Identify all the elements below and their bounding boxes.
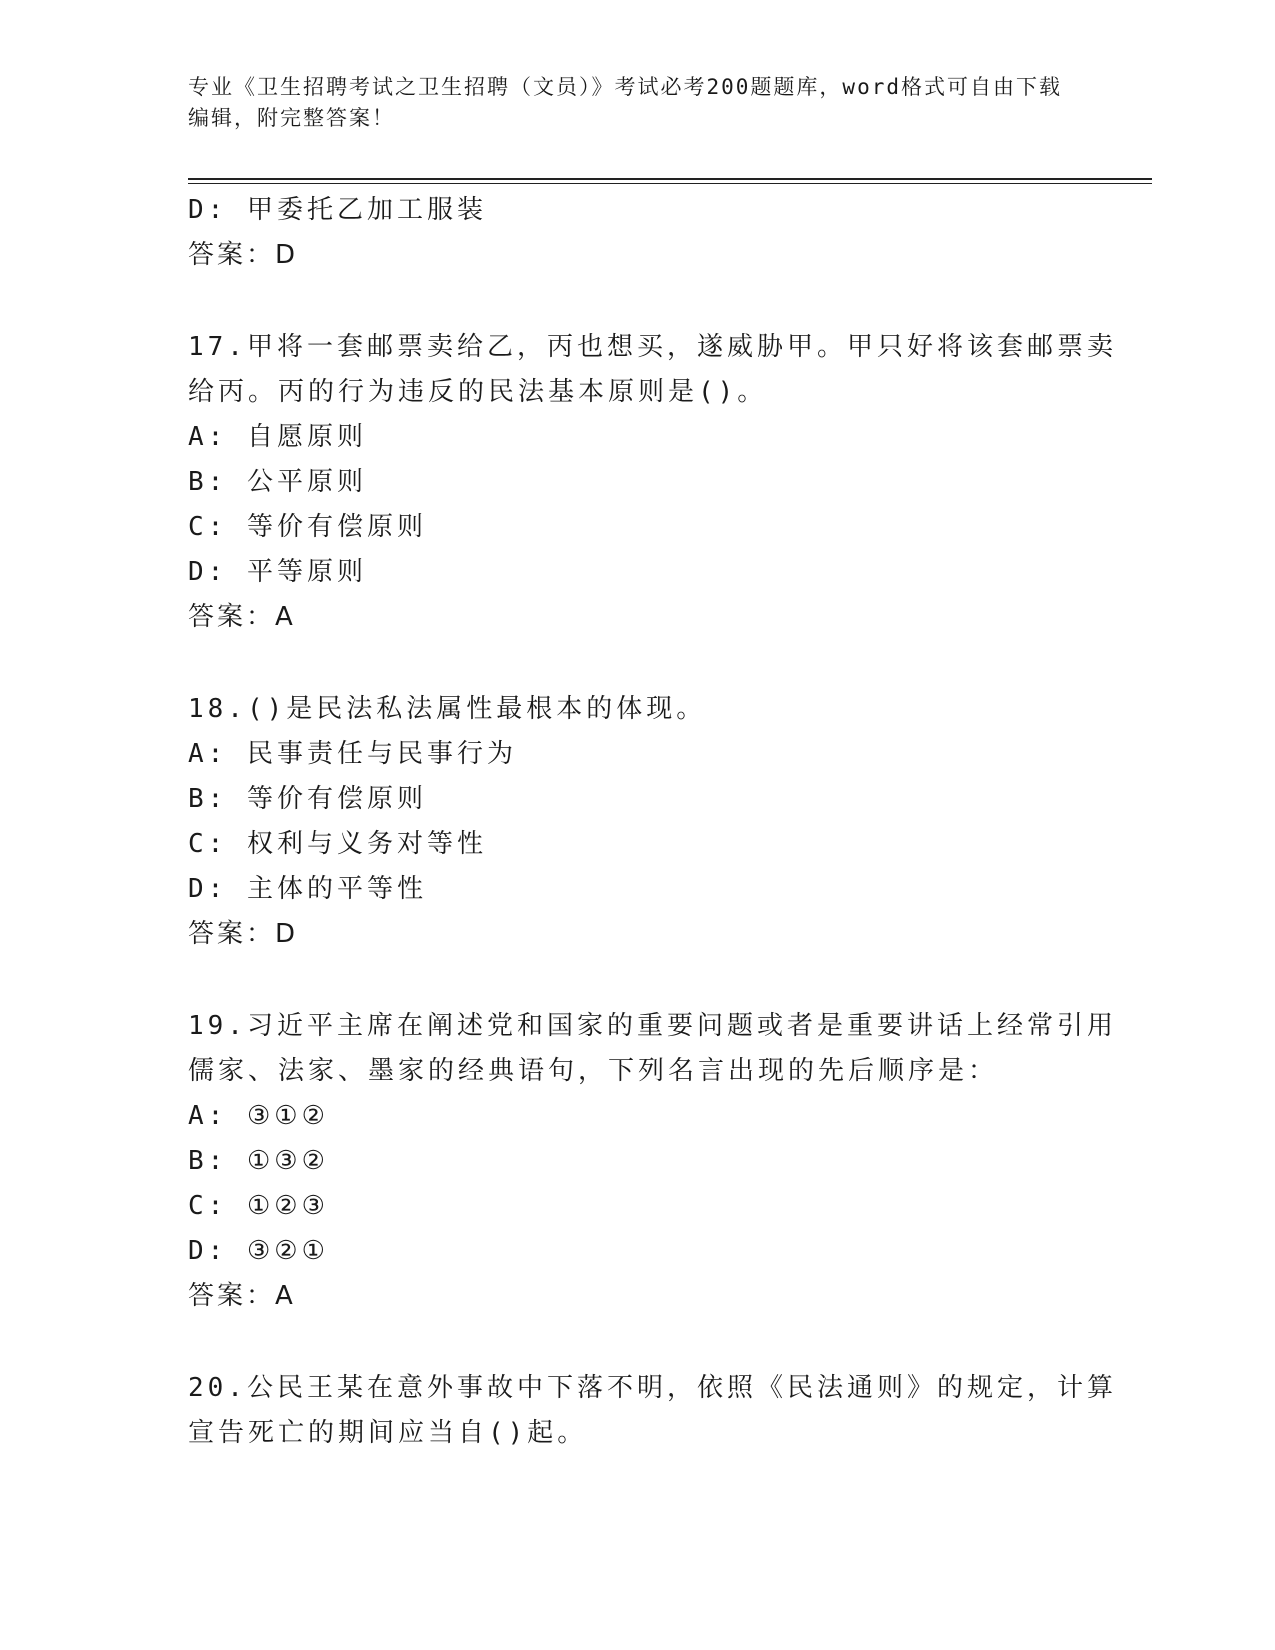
option-d: D: 主体的平等性 (188, 874, 427, 904)
question-20 (188, 1366, 1117, 1456)
question-stem-line: 给丙。丙的行为违反的民法基本原则是()。 (188, 377, 768, 407)
carryover-block (188, 188, 1088, 278)
header-divider (188, 178, 1152, 184)
question-stem-line: 17.甲将一套邮票卖给乙，丙也想买，遂威胁甲。甲只好将该套邮票卖 (188, 332, 1117, 362)
option-a: A: 民事责任与民事行为 (188, 739, 517, 769)
answer-line: 答案：A (188, 1281, 296, 1311)
document-header: 专业《卫生招聘考试之卫生招聘（文员）》考试必考200题题库，word格式可自由下载编辑，附完整答案！ (188, 75, 1062, 130)
question-stem-line: 儒家、法家、墨家的经典语句，下列名言出现的先后顺序是： (188, 1056, 999, 1086)
option-c: C: 等价有偿原则 (188, 512, 427, 542)
question-stem-line: 20.公民王某在意外事故中下落不明，依照《民法通则》的规定，计算 (188, 1373, 1117, 1403)
question-18 (188, 687, 1088, 957)
question-19 (188, 1004, 1117, 1319)
option-c: C: ①②③ (188, 1191, 329, 1221)
option-b: B: 公平原则 (188, 467, 367, 497)
document-body (188, 188, 1117, 1456)
question-stem-line: 18.()是民法私法属性最根本的体现。 (188, 694, 707, 724)
question-stem-line: 19.习近平主席在阐述党和国家的重要问题或者是重要讲话上经常引用 (188, 1011, 1117, 1041)
option-c: C: 权利与义务对等性 (188, 829, 487, 859)
option-d: D: ③②① (188, 1236, 329, 1266)
option-d: D: 平等原则 (188, 557, 367, 587)
answer-line: 答案：D (188, 919, 299, 949)
question-17 (188, 325, 1117, 640)
option-b: B: ①③② (188, 1146, 329, 1176)
question-stem-line: 宣告死亡的期间应当自()起。 (188, 1418, 588, 1448)
option-d: D: 甲委托乙加工服装 (188, 195, 487, 225)
option-b: B: 等价有偿原则 (188, 784, 427, 814)
option-a: A: ③①② (188, 1101, 329, 1131)
option-a: A: 自愿原则 (188, 422, 367, 452)
answer-line: 答案：D (188, 240, 299, 270)
answer-line: 答案：A (188, 602, 296, 632)
